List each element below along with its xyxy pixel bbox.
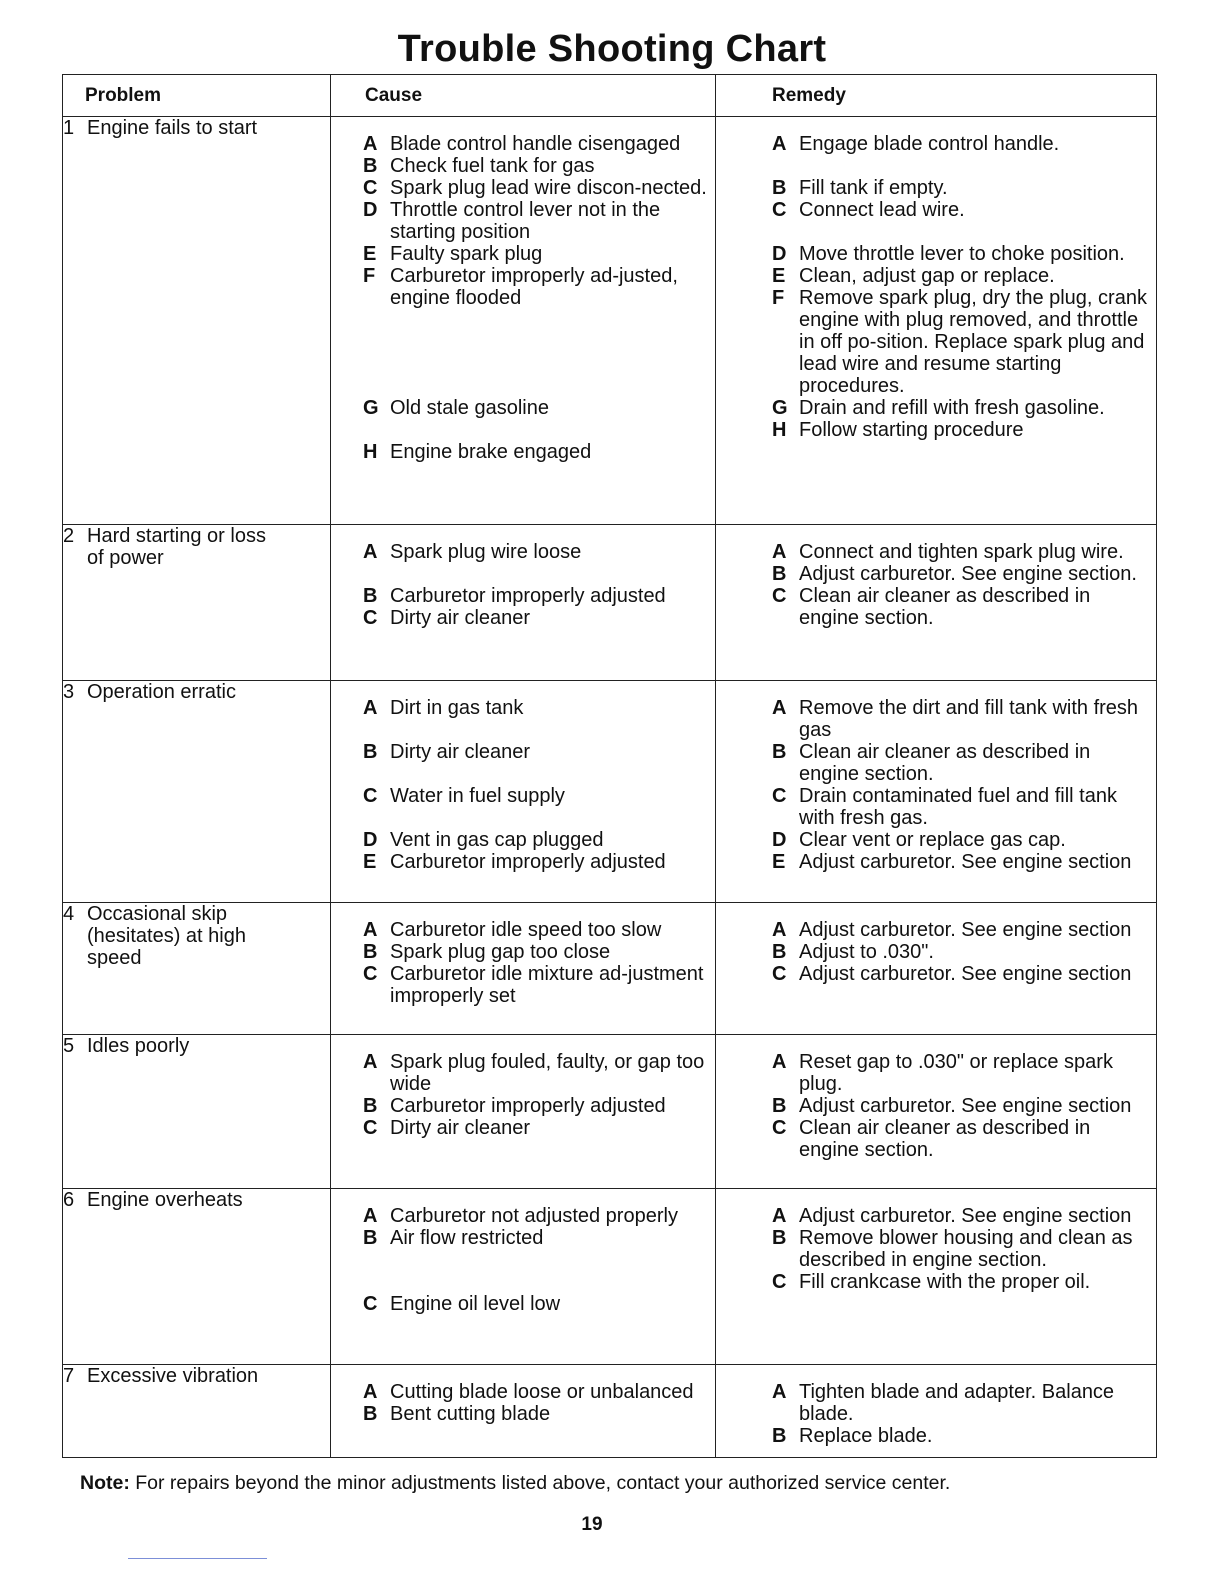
problem-cell <box>63 117 331 525</box>
cause-entry <box>363 541 707 563</box>
problem-text: Idles poorly <box>87 1035 190 1057</box>
cause-entry <box>363 963 707 1007</box>
cause-letter: B <box>363 1095 378 1117</box>
header-row <box>63 75 1157 117</box>
remedy-text: Replace blade. <box>799 1425 933 1447</box>
remedy-letter: A <box>772 541 787 563</box>
problem-number: 4 <box>63 903 75 925</box>
cause-entry <box>363 785 707 807</box>
table-row <box>63 681 1157 903</box>
cause-letter: A <box>363 697 378 719</box>
remedy-column-header: Remedy <box>716 75 1157 117</box>
cause-text: Dirty air cleaner <box>390 741 531 763</box>
remedy-letter: A <box>772 919 787 941</box>
problem-cell <box>63 1365 331 1458</box>
remedy-text: Remove blower housing and clean as described in engine section. <box>799 1227 1133 1271</box>
remedy-text: Adjust carburetor. See engine section <box>799 1205 1132 1227</box>
cause-text: Water in fuel supply <box>390 785 565 807</box>
cause-text: Throttle control lever not in the starting position <box>390 199 661 243</box>
remedy-cell <box>716 681 1157 903</box>
cause-entry <box>363 199 707 243</box>
remedy-entry <box>772 741 1148 785</box>
cause-text: Carburetor idle mixture ad-justment improperly set <box>390 963 704 1007</box>
remedy-letter: B <box>772 1425 787 1447</box>
cause-entry <box>363 1227 707 1249</box>
remedy-cell <box>716 1189 1157 1365</box>
cause-text: Air flow restricted <box>390 1227 544 1249</box>
cause-text: Spark plug fouled, faulty, or gap too wide <box>390 1051 705 1095</box>
remedy-letter: B <box>772 1095 787 1117</box>
cause-column-header: Cause <box>331 75 716 117</box>
footer-rule <box>128 1558 267 1559</box>
cause-letter: A <box>363 1381 378 1403</box>
remedy-entry <box>772 697 1148 741</box>
remedy-entry <box>772 177 1148 199</box>
cause-entry <box>363 919 707 941</box>
cause-entry <box>363 177 707 199</box>
cause-letter: B <box>363 741 378 763</box>
cause-letter: E <box>363 243 377 265</box>
cause-cell <box>331 681 716 903</box>
remedy-text: Drain contaminated fuel and fill tank with fresh gas. <box>799 785 1117 829</box>
cause-entry <box>363 1205 707 1227</box>
table-row <box>63 117 1157 525</box>
remedy-entry <box>772 1271 1148 1293</box>
cause-entry <box>363 1051 707 1095</box>
cause-entry <box>363 741 707 763</box>
remedy-text: Clean air cleaner as described in engine section. <box>799 1117 1091 1161</box>
problem-text: Engine fails to start <box>87 117 258 139</box>
remedy-letter: C <box>772 785 787 807</box>
remedy-entry <box>772 397 1148 419</box>
problem-cell <box>63 1035 331 1189</box>
cause-letter: B <box>363 941 378 963</box>
remedy-letter: A <box>772 133 787 155</box>
cause-text: Spark plug lead wire discon-nected. <box>390 177 707 199</box>
cause-text: Carburetor improperly adjusted <box>390 851 666 873</box>
remedy-letter: D <box>772 829 787 851</box>
cause-text: Dirty air cleaner <box>390 1117 531 1139</box>
cause-text: Carburetor improperly adjusted <box>390 1095 666 1117</box>
remedy-entry <box>772 829 1148 851</box>
remedy-entry <box>772 1205 1148 1227</box>
remedy-text: Adjust carburetor. See engine section <box>799 963 1132 985</box>
remedy-letter: G <box>772 397 788 419</box>
remedy-entry <box>772 585 1148 629</box>
remedy-letter: A <box>772 1051 787 1073</box>
cause-text: Dirt in gas tank <box>390 697 524 719</box>
cause-text: Spark plug gap too close <box>390 941 611 963</box>
cause-entry <box>363 1381 707 1403</box>
remedy-entry <box>772 1425 1148 1447</box>
cause-text: Bent cutting blade <box>390 1403 551 1425</box>
cause-entry <box>363 1293 707 1315</box>
trouble-shooting-table <box>62 74 1157 1458</box>
remedy-entry <box>772 541 1148 563</box>
remedy-letter: D <box>772 243 787 265</box>
remedy-letter: B <box>772 1227 787 1249</box>
cause-text: Cutting blade loose or unbalanced <box>390 1381 694 1403</box>
remedy-letter: E <box>772 265 786 287</box>
cause-text: Vent in gas cap plugged <box>390 829 604 851</box>
remedy-text: Clear vent or replace gas cap. <box>799 829 1066 851</box>
cause-letter: C <box>363 1117 378 1139</box>
remedy-letter: A <box>772 697 787 719</box>
cause-text: Carburetor not adjusted properly <box>390 1205 678 1227</box>
remedy-cell <box>716 525 1157 681</box>
remedy-text: Adjust carburetor. See engine section. <box>799 563 1137 585</box>
remedy-text: Remove the dirt and fill tank with fresh gas <box>799 697 1139 741</box>
cause-letter: B <box>363 155 378 177</box>
cause-entry <box>363 243 707 265</box>
remedy-letter: C <box>772 199 787 221</box>
page-title: Trouble Shooting Chart <box>397 28 827 70</box>
cause-letter: A <box>363 1051 378 1073</box>
page-number: 19 <box>581 1514 603 1535</box>
problem-column-header: Problem <box>63 75 331 117</box>
remedy-entry <box>772 1117 1148 1161</box>
remedy-entry <box>772 1227 1148 1271</box>
remedy-text: Reset gap to .030" or replace spark plug. <box>799 1051 1113 1095</box>
table-row <box>63 903 1157 1035</box>
cause-letter: C <box>363 963 378 985</box>
remedy-text: Connect lead wire. <box>799 199 965 221</box>
problem-text: Hard starting or loss of power <box>87 525 266 569</box>
remedy-text: Move throttle lever to choke position. <box>799 243 1125 265</box>
remedy-text: Clean air cleaner as described in engine section. <box>799 585 1091 629</box>
cause-text: Carburetor idle speed too slow <box>390 919 662 941</box>
cause-letter: C <box>363 607 378 629</box>
remedy-letter: C <box>772 963 787 985</box>
remedy-entry <box>772 199 1148 221</box>
remedy-letter: C <box>772 585 787 607</box>
cause-letter: A <box>363 919 378 941</box>
cause-entry <box>363 697 707 719</box>
table-row <box>63 525 1157 681</box>
table-row <box>63 1189 1157 1365</box>
problem-number: 2 <box>63 525 75 547</box>
cause-letter: H <box>363 441 378 463</box>
cause-text: Engine brake engaged <box>390 441 592 463</box>
remedy-letter: B <box>772 177 787 199</box>
remedy-cell <box>716 903 1157 1035</box>
cause-text: Blade control handle cisengaged <box>390 133 681 155</box>
cause-letter: A <box>363 133 378 155</box>
cause-letter: D <box>363 199 378 221</box>
table-row <box>63 1365 1157 1458</box>
table-row <box>63 1035 1157 1189</box>
remedy-entry <box>772 785 1148 829</box>
cause-text: Carburetor improperly adjusted <box>390 585 666 607</box>
remedy-letter: F <box>772 287 785 309</box>
remedy-letter: B <box>772 741 787 763</box>
cause-entry <box>363 1403 707 1425</box>
remedy-text: Fill tank if empty. <box>799 177 948 199</box>
cause-entry <box>363 1117 707 1139</box>
cause-letter: A <box>363 541 378 563</box>
cause-entry <box>363 851 707 873</box>
remedy-text: Engage blade control handle. <box>799 133 1060 155</box>
cause-text: Spark plug wire loose <box>390 541 582 563</box>
remedy-entry <box>772 563 1148 585</box>
problem-number: 1 <box>63 117 75 139</box>
remedy-text: Follow starting procedure <box>799 419 1024 441</box>
remedy-letter: C <box>772 1117 787 1139</box>
note-label: Note: <box>80 1472 130 1494</box>
cause-entry <box>363 265 707 309</box>
cause-text: Old stale gasoline <box>390 397 549 419</box>
problem-text: Engine overheats <box>87 1189 243 1211</box>
problem-text: Occasional skip (hesitates) at high speed <box>87 903 246 969</box>
remedy-letter: E <box>772 851 786 873</box>
cause-entry <box>363 133 707 155</box>
problem-number: 7 <box>63 1365 75 1387</box>
remedy-entry <box>772 265 1148 287</box>
problem-number: 5 <box>63 1035 75 1057</box>
remedy-letter: H <box>772 419 787 441</box>
remedy-text: Tighten blade and adapter. Balance blade. <box>799 1381 1115 1425</box>
remedy-letter: B <box>772 941 787 963</box>
cause-letter: B <box>363 1403 378 1425</box>
remedy-text: Adjust to .030". <box>799 941 934 963</box>
problem-cell <box>63 525 331 681</box>
cause-cell <box>331 1365 716 1458</box>
cause-entry <box>363 941 707 963</box>
footer-note <box>80 1472 950 1495</box>
remedy-entry <box>772 133 1148 155</box>
remedy-cell <box>716 1035 1157 1189</box>
cause-entry <box>363 829 707 851</box>
cause-letter: C <box>363 177 378 199</box>
cause-letter: E <box>363 851 377 873</box>
remedy-text: Remove spark plug, dry the plug, crank engine with plug removed, and throttle in off po-sition. Replace spark plug and lead wire and resume starting procedures. <box>799 287 1147 397</box>
remedy-text: Drain and refill with fresh gasoline. <box>799 397 1105 419</box>
remedy-entry <box>772 919 1148 941</box>
remedy-text: Adjust carburetor. See engine section <box>799 851 1132 873</box>
cause-entry <box>363 585 707 607</box>
cause-letter: D <box>363 829 378 851</box>
cause-text: Engine oil level low <box>390 1293 561 1315</box>
cause-letter: B <box>363 1227 378 1249</box>
cause-text: Carburetor improperly ad-justed, engine flooded <box>390 265 678 309</box>
problem-cell <box>63 903 331 1035</box>
problem-cell <box>63 1189 331 1365</box>
remedy-entry <box>772 1095 1148 1117</box>
remedy-letter: A <box>772 1205 787 1227</box>
remedy-text: Fill crankcase with the proper oil. <box>799 1271 1091 1293</box>
cause-text: Faulty spark plug <box>390 243 543 265</box>
cause-letter: A <box>363 1205 378 1227</box>
cause-entry <box>363 1095 707 1117</box>
cause-letter: C <box>363 1293 378 1315</box>
cause-cell <box>331 1189 716 1365</box>
remedy-letter: A <box>772 1381 787 1403</box>
cause-cell <box>331 117 716 525</box>
cause-letter: F <box>363 265 376 287</box>
note-text: For repairs beyond the minor adjustments listed above, contact your authorized service center. <box>129 1472 951 1494</box>
remedy-entry <box>772 419 1148 441</box>
remedy-cell <box>716 117 1157 525</box>
cause-entry <box>363 397 707 419</box>
remedy-cell <box>716 1365 1157 1458</box>
cause-cell <box>331 525 716 681</box>
remedy-entry <box>772 851 1148 873</box>
cause-cell <box>331 903 716 1035</box>
remedy-entry <box>772 963 1148 985</box>
remedy-text: Clean, adjust gap or replace. <box>799 265 1055 287</box>
cause-text: Check fuel tank for gas <box>390 155 595 177</box>
cause-letter: C <box>363 785 378 807</box>
remedy-letter: B <box>772 563 787 585</box>
remedy-entry <box>772 941 1148 963</box>
remedy-entry <box>772 243 1148 265</box>
problem-cell <box>63 681 331 903</box>
cause-entry <box>363 155 707 177</box>
remedy-text: Clean air cleaner as described in engine section. <box>799 741 1091 785</box>
cause-entry <box>363 441 707 463</box>
problem-number: 6 <box>63 1189 75 1211</box>
cause-letter: B <box>363 585 378 607</box>
cause-entry <box>363 607 707 629</box>
remedy-letter: C <box>772 1271 787 1293</box>
problem-number: 3 <box>63 681 75 703</box>
remedy-entry <box>772 287 1148 397</box>
remedy-entry <box>772 1381 1148 1425</box>
problem-text: Operation erratic <box>87 681 236 703</box>
cause-cell <box>331 1035 716 1189</box>
cause-letter: G <box>363 397 379 419</box>
remedy-text: Adjust carburetor. See engine section <box>799 1095 1132 1117</box>
problem-text: Excessive vibration <box>87 1365 259 1387</box>
remedy-text: Connect and tighten spark plug wire. <box>799 541 1124 563</box>
cause-text: Dirty air cleaner <box>390 607 531 629</box>
remedy-text: Adjust carburetor. See engine section <box>799 919 1132 941</box>
remedy-entry <box>772 1051 1148 1095</box>
